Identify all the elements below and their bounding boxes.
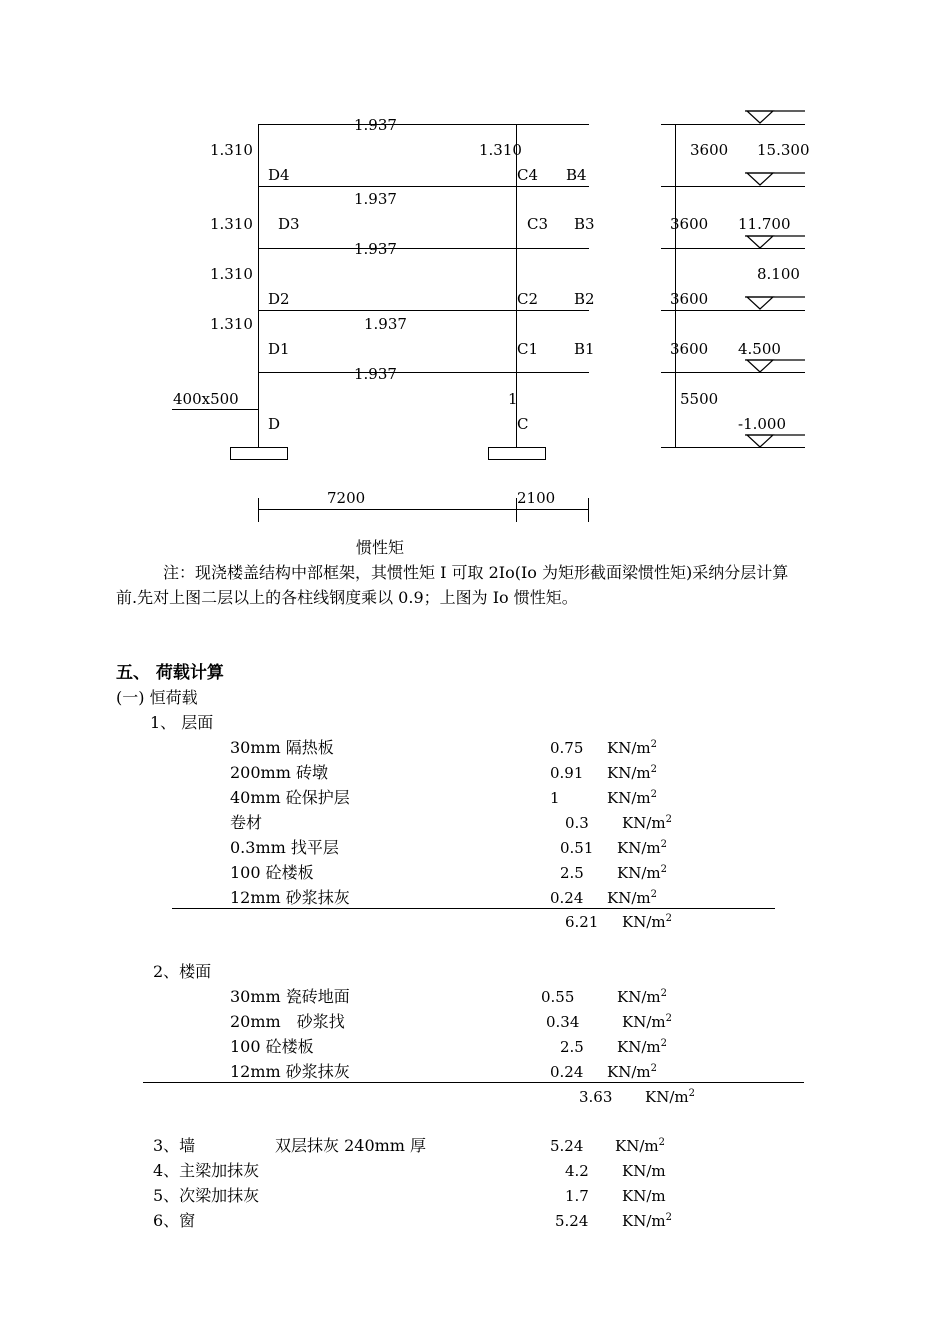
- roof-title: 1、 层面: [150, 713, 214, 732]
- level-marker-icon: [745, 359, 805, 373]
- node-c2: C2: [517, 290, 539, 308]
- item-label: 4、主梁加抹灰: [153, 1161, 260, 1180]
- item-name: 100 砼楼板: [230, 863, 314, 882]
- storey-height-0: 5500: [680, 390, 719, 408]
- node-b1: B1: [574, 340, 595, 358]
- item-value: 2.5: [560, 1038, 584, 1056]
- item-label: 5、次梁加抹灰: [153, 1186, 260, 1205]
- column-d: [258, 124, 259, 447]
- item-unit: $KN/m^2$: [615, 1137, 665, 1155]
- storey-height-4: 3600: [690, 141, 729, 159]
- node-d: D: [268, 415, 281, 433]
- item-value: 4.2: [565, 1162, 589, 1180]
- elevation-4: 15.300: [757, 141, 810, 159]
- elevation-2: 8.100: [757, 265, 800, 283]
- item-unit: $KN/m^2$: [622, 814, 672, 832]
- item-label: 6、窗: [153, 1211, 196, 1230]
- beam-ratio-3: 1.937: [354, 240, 397, 258]
- item-unit: $KN/m^2$: [622, 1013, 672, 1031]
- section-leader-line: [172, 409, 259, 410]
- item-unit: $KN/m^2$: [617, 839, 667, 857]
- span-left: 7200: [327, 489, 366, 507]
- dimension-tick-left: [258, 498, 259, 522]
- storey-height-2: 3600: [670, 290, 709, 308]
- item-value: 0.3: [565, 814, 589, 832]
- beam-floor-2: [258, 310, 589, 311]
- item-unit: $KN/m^2$: [607, 889, 657, 907]
- footing-c: [488, 447, 546, 460]
- beam-ratio-roof: 1.937: [354, 116, 397, 134]
- item-name: 0.3mm 找平层: [230, 838, 339, 857]
- span-right: 2100: [517, 489, 556, 507]
- item-name: 12mm 砂浆抹灰: [230, 1062, 350, 1081]
- item-value: 0.91: [550, 764, 584, 782]
- beam-floor-3: [258, 248, 589, 249]
- beam-floor-1: [258, 372, 589, 373]
- node-b2: B2: [574, 290, 595, 308]
- item-name: 卷材: [230, 813, 263, 832]
- elevation-3: 11.700: [738, 215, 791, 233]
- note-line-2: 前.先对上图二层以上的各柱线钢度乘以 0.9；上图为 Io 惯性矩。: [116, 588, 578, 607]
- item-desc: 双层抹灰 240mm 厚: [275, 1136, 427, 1155]
- item-name: 200mm 砖墩: [230, 763, 328, 782]
- node-b4: B4: [566, 166, 587, 184]
- storey-height-3: 3600: [670, 215, 709, 233]
- section-heading: 五、 荷载计算: [116, 663, 224, 683]
- diagram-caption: 惯性矩: [356, 538, 405, 557]
- level-line-2: [661, 310, 805, 311]
- item-unit: $KN/m^2$: [607, 764, 657, 782]
- item-unit: $KN/m^2$: [607, 789, 657, 807]
- level-marker-icon: [745, 434, 805, 448]
- item-unit: $KN/m^2$: [617, 988, 667, 1006]
- node-d1: D1: [268, 340, 290, 358]
- level-line-4: [661, 186, 805, 187]
- sub-heading: (一) 恒荷载: [116, 688, 198, 707]
- beam-ratio-1: 1.937: [354, 365, 397, 383]
- node-b3: B3: [574, 215, 595, 233]
- footing-d: [230, 447, 288, 460]
- level-line-top: [661, 124, 805, 125]
- item-value: 5.24: [555, 1212, 589, 1230]
- elevation-1: 4.500: [738, 340, 781, 358]
- elevation-0: -1.000: [738, 415, 787, 433]
- item-label: 3、墙: [153, 1136, 196, 1155]
- floor-total-value: 3.63: [579, 1088, 613, 1106]
- item-value: 1.7: [565, 1187, 589, 1205]
- item-value: 0.55: [541, 988, 575, 1006]
- roof-total-unit: $KN/m^2$: [622, 913, 672, 931]
- node-d3: D3: [278, 215, 300, 233]
- item-name: 20mm 砂浆找: [230, 1012, 345, 1031]
- item-unit: $KN/m^2$: [607, 1063, 657, 1081]
- item-name: 100 砼楼板: [230, 1037, 314, 1056]
- column-ratio-d1: 1.310: [210, 315, 253, 333]
- roof-sum-line: [172, 908, 775, 909]
- storey-height-1: 3600: [670, 340, 709, 358]
- item-name: 40mm 砼保护层: [230, 788, 350, 807]
- item-value: 2.5: [560, 864, 584, 882]
- floor-total-unit: $KN/m^2$: [645, 1088, 695, 1106]
- level-marker-icon: [745, 235, 805, 249]
- item-value: 0.75: [550, 739, 584, 757]
- dimension-tick-right: [588, 498, 589, 522]
- item-value: 5.24: [550, 1137, 584, 1155]
- node-c3: C3: [527, 215, 549, 233]
- item-unit: $KN/m^2$: [617, 864, 667, 882]
- item-unit: $KN/m^2$: [607, 739, 657, 757]
- column-ratio-d4: 1.310: [210, 141, 253, 159]
- item-unit: $KN/m^2$: [622, 1212, 672, 1230]
- item-value: 1: [550, 789, 560, 807]
- item-name: 30mm 隔热板: [230, 738, 334, 757]
- column-ratio-c0: 1: [508, 390, 518, 408]
- beam-roof: [258, 124, 589, 125]
- note-line-1: 注：现浇楼盖结构中部框架，其惯性矩 I 可取 2Io(Io 为矩形截面梁惯性矩)采纳分层计算: [163, 563, 789, 582]
- beam-floor-4: [258, 186, 589, 187]
- item-name: 12mm 砂浆抹灰: [230, 888, 350, 907]
- floor-title: 2、楼面: [153, 962, 212, 981]
- item-value: 0.24: [550, 1063, 584, 1081]
- elevation-axis: [675, 124, 676, 447]
- column-section-label: 400x500: [173, 390, 239, 408]
- level-marker-icon: [745, 172, 805, 186]
- dimension-line: [258, 509, 589, 510]
- item-unit: $KN/m^2$: [617, 1038, 667, 1056]
- column-ratio-d3: 1.310: [210, 215, 253, 233]
- beam-ratio-2: 1.937: [364, 315, 407, 333]
- item-name: 30mm 瓷砖地面: [230, 987, 350, 1006]
- node-d2: D2: [268, 290, 290, 308]
- column-ratio-d2: 1.310: [210, 265, 253, 283]
- node-d4: D4: [268, 166, 290, 184]
- level-marker-icon: [745, 110, 805, 124]
- floor-sum-line: [143, 1082, 804, 1083]
- roof-total-value: 6.21: [565, 913, 599, 931]
- node-c4: C4: [517, 166, 539, 184]
- item-value: 0.51: [560, 839, 594, 857]
- column-ratio-c4: 1.310: [479, 141, 522, 159]
- node-c: C: [517, 415, 529, 433]
- beam-ratio-4: 1.937: [354, 190, 397, 208]
- item-value: 0.34: [546, 1013, 580, 1031]
- level-marker-icon: [745, 296, 805, 310]
- item-unit: KN/m: [622, 1187, 666, 1205]
- item-value: 0.24: [550, 889, 584, 907]
- node-c1: C1: [517, 340, 539, 358]
- item-unit: KN/m: [622, 1162, 666, 1180]
